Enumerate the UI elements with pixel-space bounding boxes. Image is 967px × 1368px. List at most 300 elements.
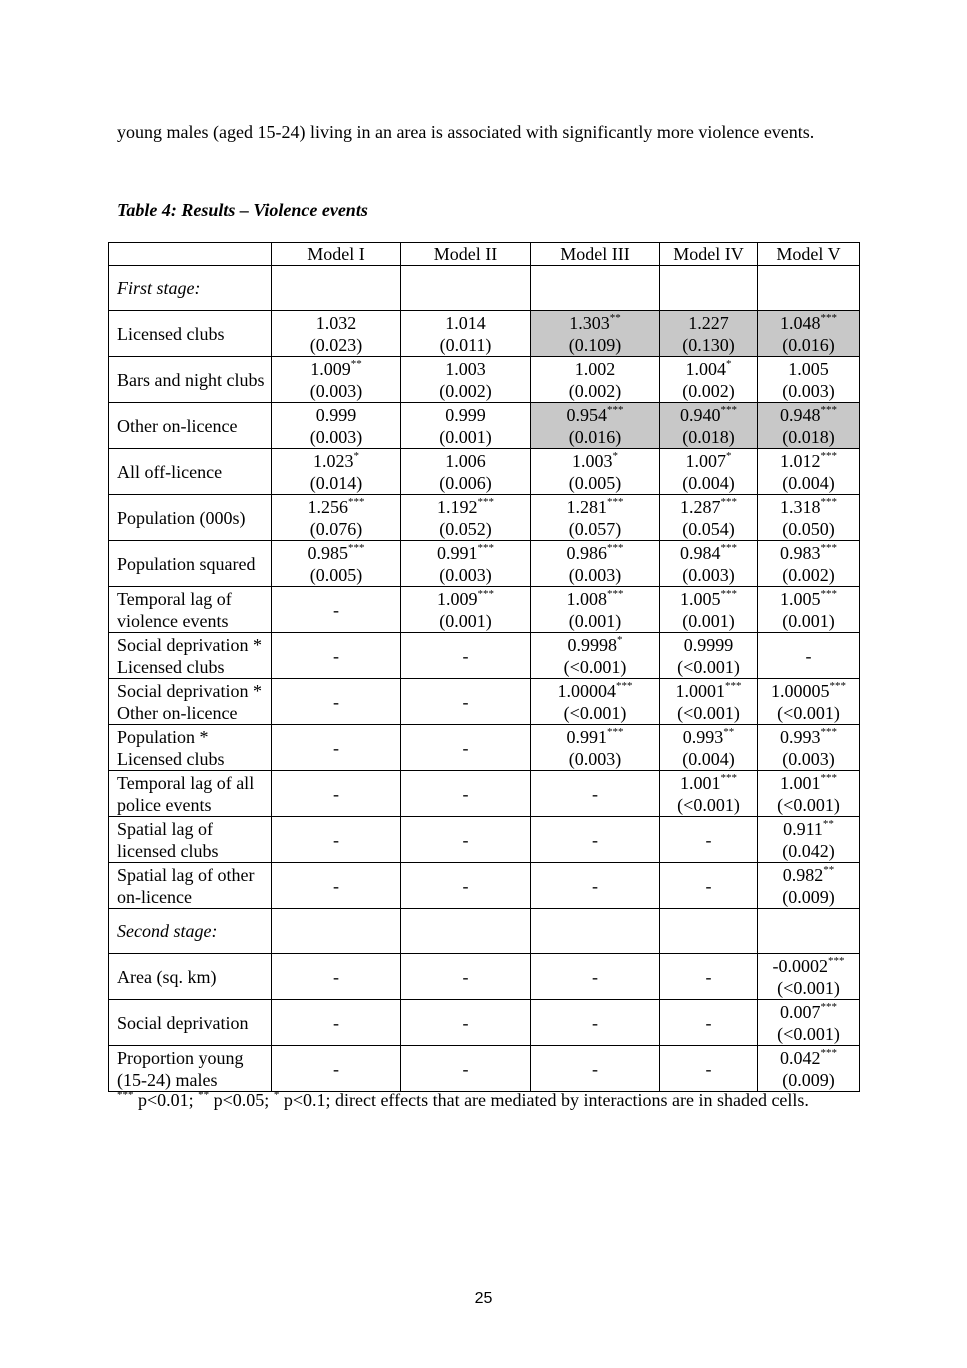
standard-error: (0.009) bbox=[782, 1069, 835, 1090]
coefficient-value: 1.005 bbox=[780, 588, 821, 609]
coefficient bbox=[758, 358, 859, 380]
value-cell bbox=[272, 863, 401, 909]
shaded-value-cell bbox=[660, 311, 758, 357]
table-row bbox=[109, 863, 860, 909]
significance-marker: *** bbox=[477, 587, 494, 600]
coefficient-value: 1.001 bbox=[780, 772, 821, 793]
coefficient bbox=[272, 358, 400, 380]
table-row bbox=[109, 495, 860, 541]
value-cell bbox=[531, 679, 660, 725]
standard-error: (0.109) bbox=[568, 334, 622, 355]
coefficient bbox=[660, 680, 757, 702]
standard-error: (0.003) bbox=[682, 564, 735, 585]
coefficient-value: 0.982 bbox=[782, 864, 824, 885]
coefficient bbox=[401, 496, 530, 518]
empty-cell bbox=[660, 909, 758, 954]
significance-marker: ** bbox=[823, 863, 835, 876]
table-row bbox=[109, 449, 860, 495]
coefficient-value: 1.014 bbox=[445, 312, 486, 333]
standard-error: (0.002) bbox=[682, 380, 735, 401]
standard-error: (<0.001) bbox=[677, 656, 740, 677]
standard-error: (0.002) bbox=[439, 380, 492, 401]
value-cell bbox=[758, 495, 860, 541]
coefficient-value: 0.042 bbox=[780, 1047, 821, 1068]
value-cell bbox=[272, 403, 401, 449]
coefficient-value: 1.005 bbox=[788, 358, 829, 379]
coefficient-value: 1.192 bbox=[437, 496, 478, 517]
coefficient-value: 0.9999 bbox=[683, 634, 734, 655]
standard-error: (0.050) bbox=[782, 518, 835, 539]
row-label: Area (sq. km) bbox=[109, 954, 272, 1000]
coefficient bbox=[531, 450, 659, 472]
significance-marker: *** bbox=[820, 403, 837, 416]
value-cell bbox=[660, 541, 758, 587]
table-body bbox=[109, 266, 860, 1092]
value-cell bbox=[401, 817, 531, 863]
empty-dash: - bbox=[333, 645, 339, 666]
coefficient-value: 0.954 bbox=[566, 404, 607, 425]
coefficient bbox=[758, 312, 859, 334]
column-header: Model II bbox=[401, 243, 531, 266]
shaded-value-cell bbox=[758, 403, 860, 449]
significance-marker: *** bbox=[607, 403, 624, 416]
value-cell bbox=[758, 1000, 860, 1046]
significance-marker: *** bbox=[828, 954, 845, 967]
value-cell bbox=[401, 679, 531, 725]
coefficient bbox=[758, 542, 859, 564]
coefficient bbox=[758, 726, 859, 748]
coefficient-value: 0.911 bbox=[783, 818, 823, 839]
table-caption: Table 4: Results – Violence events bbox=[117, 200, 368, 220]
coefficient bbox=[758, 1047, 859, 1069]
significance-marker: ** bbox=[198, 1089, 210, 1101]
standard-error: (0.052) bbox=[439, 518, 492, 539]
standard-error: (0.009) bbox=[782, 886, 835, 907]
standard-error: (0.018) bbox=[682, 426, 735, 447]
table-row bbox=[109, 679, 860, 725]
stage-label: First stage: bbox=[109, 266, 272, 311]
row-label: Population squared bbox=[109, 541, 272, 587]
value-cell bbox=[272, 449, 401, 495]
significance-marker: *** bbox=[820, 1000, 837, 1013]
value-cell bbox=[660, 1000, 758, 1046]
coefficient bbox=[660, 312, 757, 334]
empty-cell bbox=[758, 909, 860, 954]
empty-dash: - bbox=[333, 875, 339, 896]
row-label: Social deprivation * Licensed clubs bbox=[109, 633, 272, 679]
coefficient-value: 0.940 bbox=[680, 404, 721, 425]
significance-marker: *** bbox=[820, 541, 837, 554]
shaded-value-cell bbox=[531, 311, 660, 357]
value-cell bbox=[401, 541, 531, 587]
standard-error: (0.005) bbox=[568, 472, 622, 493]
coefficient bbox=[531, 634, 659, 656]
value-cell bbox=[660, 771, 758, 817]
standard-error: (0.005) bbox=[309, 564, 363, 585]
column-header: Model III bbox=[531, 243, 660, 266]
row-label: Temporal lag of violence events bbox=[109, 587, 272, 633]
value-cell bbox=[272, 771, 401, 817]
empty-dash: - bbox=[462, 875, 469, 896]
value-cell bbox=[660, 633, 758, 679]
coefficient-value: 1.303 bbox=[569, 312, 610, 333]
coefficient bbox=[531, 496, 659, 518]
value-cell bbox=[272, 311, 401, 357]
coefficient bbox=[758, 496, 859, 518]
empty-cell bbox=[401, 909, 531, 954]
coefficient-value: 1.012 bbox=[780, 450, 821, 471]
significance-marker: ** bbox=[350, 357, 362, 370]
coefficient-value: 1.227 bbox=[688, 312, 729, 333]
empty-dash: - bbox=[592, 1058, 598, 1079]
coefficient bbox=[660, 450, 757, 472]
coefficient bbox=[660, 496, 757, 518]
coefficient bbox=[660, 404, 757, 426]
coefficient bbox=[272, 496, 400, 518]
significance-marker: *** bbox=[477, 541, 494, 554]
value-cell bbox=[531, 863, 660, 909]
empty-dash: - bbox=[333, 966, 339, 987]
stage-row bbox=[109, 909, 860, 954]
value-cell bbox=[758, 817, 860, 863]
value-cell bbox=[531, 587, 660, 633]
value-cell bbox=[758, 863, 860, 909]
shaded-value-cell bbox=[531, 403, 660, 449]
value-cell bbox=[401, 771, 531, 817]
significance-marker: ** bbox=[723, 725, 735, 738]
coefficient bbox=[272, 450, 400, 472]
page-number: 25 bbox=[474, 1290, 493, 1307]
row-label: Other on-licence bbox=[109, 403, 272, 449]
value-cell bbox=[758, 771, 860, 817]
standard-error: (<0.001) bbox=[563, 702, 627, 723]
significance-marker: *** bbox=[725, 679, 742, 692]
value-cell bbox=[758, 541, 860, 587]
significance-marker: *** bbox=[348, 541, 365, 554]
significance-marker: *** bbox=[820, 725, 837, 738]
value-cell bbox=[660, 954, 758, 1000]
standard-error: (0.011) bbox=[439, 334, 492, 355]
empty-cell bbox=[531, 266, 660, 311]
empty-dash: - bbox=[462, 737, 469, 758]
empty-dash: - bbox=[705, 1012, 712, 1033]
standard-error: (0.001) bbox=[682, 610, 735, 631]
empty-dash: - bbox=[592, 783, 598, 804]
table-row bbox=[109, 725, 860, 771]
standard-error: (<0.001) bbox=[777, 702, 840, 723]
standard-error: (0.014) bbox=[309, 472, 363, 493]
significance-marker: * bbox=[273, 1089, 280, 1101]
standard-error: (0.001) bbox=[568, 610, 622, 631]
coefficient bbox=[401, 312, 530, 334]
row-label: Bars and night clubs bbox=[109, 357, 272, 403]
coefficient-value: 1.003 bbox=[572, 450, 613, 471]
coefficient bbox=[272, 404, 400, 426]
standard-error: (0.004) bbox=[682, 472, 735, 493]
standard-error: (0.076) bbox=[309, 518, 363, 539]
standard-error: (<0.001) bbox=[777, 1023, 840, 1044]
significance-marker: *** bbox=[607, 587, 624, 600]
stage-row bbox=[109, 266, 860, 311]
row-label: Temporal lag of all police events bbox=[109, 771, 272, 817]
coefficient-value: 0.986 bbox=[566, 542, 607, 563]
standard-error: (0.004) bbox=[682, 748, 735, 769]
coefficient bbox=[758, 450, 859, 472]
value-cell bbox=[401, 1000, 531, 1046]
empty-dash: - bbox=[805, 645, 812, 666]
standard-error: (0.001) bbox=[439, 426, 492, 447]
value-cell bbox=[660, 817, 758, 863]
row-label: Population * Licensed clubs bbox=[109, 725, 272, 771]
row-label: Licensed clubs bbox=[109, 311, 272, 357]
empty-dash: - bbox=[592, 829, 598, 850]
empty-dash: - bbox=[592, 966, 598, 987]
table-row bbox=[109, 633, 860, 679]
standard-error: (0.003) bbox=[309, 380, 363, 401]
value-cell bbox=[531, 1000, 660, 1046]
coefficient bbox=[531, 588, 659, 610]
significance-marker: *** bbox=[607, 725, 624, 738]
coefficient-value: 1.009 bbox=[310, 358, 351, 379]
empty-dash: - bbox=[462, 645, 469, 666]
coefficient bbox=[758, 1001, 859, 1023]
significance-marker: *** bbox=[720, 587, 737, 600]
significance-marker: *** bbox=[820, 311, 837, 324]
column-header: Model V bbox=[758, 243, 860, 266]
value-cell bbox=[272, 725, 401, 771]
shaded-value-cell bbox=[660, 403, 758, 449]
coefficient bbox=[758, 680, 859, 702]
standard-error: (0.016) bbox=[568, 426, 622, 447]
coefficient-value: 0.999 bbox=[315, 404, 357, 425]
value-cell bbox=[531, 771, 660, 817]
standard-error: (0.004) bbox=[782, 472, 835, 493]
coefficient-value: 0.991 bbox=[437, 542, 478, 563]
value-cell bbox=[531, 541, 660, 587]
table-row bbox=[109, 587, 860, 633]
coefficient-value: 1.00004 bbox=[557, 680, 616, 701]
coefficient-value: 1.004 bbox=[685, 358, 726, 379]
coefficient-value: 1.0001 bbox=[675, 680, 725, 701]
value-cell bbox=[401, 495, 531, 541]
column-header: Model IV bbox=[660, 243, 758, 266]
standard-error: (<0.001) bbox=[563, 656, 627, 677]
significance-marker: ** bbox=[609, 311, 621, 324]
value-cell bbox=[660, 357, 758, 403]
coefficient-value: 0.9998 bbox=[567, 634, 617, 655]
coefficient bbox=[531, 680, 659, 702]
standard-error: (0.003) bbox=[782, 748, 835, 769]
empty-cell bbox=[660, 266, 758, 311]
significance-marker: * bbox=[353, 449, 359, 462]
significance-marker: *** bbox=[348, 495, 365, 508]
value-cell bbox=[272, 357, 401, 403]
value-cell bbox=[272, 679, 401, 725]
coefficient bbox=[401, 450, 530, 472]
stage-label: Second stage: bbox=[109, 909, 272, 954]
coefficient bbox=[758, 955, 859, 977]
value-cell bbox=[660, 449, 758, 495]
value-cell bbox=[272, 633, 401, 679]
results-table bbox=[108, 242, 860, 1092]
significance-marker: * bbox=[726, 449, 732, 462]
standard-error: (0.018) bbox=[782, 426, 835, 447]
coefficient bbox=[758, 818, 859, 840]
empty-dash: - bbox=[705, 829, 712, 850]
value-cell bbox=[272, 587, 401, 633]
coefficient bbox=[401, 358, 530, 380]
value-cell bbox=[401, 954, 531, 1000]
coefficient-value: 1.023 bbox=[313, 450, 354, 471]
coefficient-value: 0.993 bbox=[780, 726, 821, 747]
row-label: Spatial lag of other on-licence bbox=[109, 863, 272, 909]
header-row bbox=[109, 243, 860, 266]
value-cell bbox=[272, 541, 401, 587]
coefficient-value: 0.991 bbox=[566, 726, 607, 747]
value-cell bbox=[401, 633, 531, 679]
empty-dash: - bbox=[462, 1012, 469, 1033]
column-header: Model I bbox=[272, 243, 401, 266]
significance-marker: *** bbox=[607, 541, 624, 554]
coefficient-value: -0.0002 bbox=[772, 955, 828, 976]
value-cell bbox=[531, 449, 660, 495]
empty-dash: - bbox=[333, 737, 339, 758]
standard-error: (<0.001) bbox=[677, 794, 740, 815]
row-label: Spatial lag of licensed clubs bbox=[109, 817, 272, 863]
value-cell bbox=[758, 357, 860, 403]
value-cell bbox=[758, 449, 860, 495]
coefficient-value: 1.008 bbox=[566, 588, 607, 609]
empty-dash: - bbox=[333, 1012, 339, 1033]
value-cell bbox=[758, 954, 860, 1000]
empty-dash: - bbox=[592, 875, 598, 896]
standard-error: (<0.001) bbox=[777, 794, 840, 815]
value-cell bbox=[531, 954, 660, 1000]
significance-marker: *** bbox=[820, 771, 837, 784]
value-cell bbox=[401, 311, 531, 357]
coefficient-value: 1.281 bbox=[566, 496, 607, 517]
table-footnote bbox=[117, 1083, 850, 1117]
empty-dash: - bbox=[333, 1058, 339, 1079]
value-cell bbox=[531, 357, 660, 403]
table-row bbox=[109, 817, 860, 863]
standard-error: (0.057) bbox=[568, 518, 622, 539]
table-row bbox=[109, 541, 860, 587]
coefficient bbox=[660, 542, 757, 564]
value-cell bbox=[660, 725, 758, 771]
empty-dash: - bbox=[462, 783, 469, 804]
table-row bbox=[109, 771, 860, 817]
table-row bbox=[109, 954, 860, 1000]
value-cell bbox=[531, 633, 660, 679]
value-cell bbox=[531, 817, 660, 863]
coefficient-value: 1.032 bbox=[315, 312, 357, 333]
value-cell bbox=[272, 495, 401, 541]
footnote-text: p<0.1; direct effects that are mediated by interactions are in shaded cells. bbox=[283, 1090, 809, 1110]
shaded-value-cell bbox=[758, 311, 860, 357]
header-empty-cell bbox=[109, 243, 272, 266]
value-cell bbox=[758, 587, 860, 633]
coefficient-value: 0.983 bbox=[780, 542, 821, 563]
significance-marker: *** bbox=[720, 495, 737, 508]
significance-marker: *** bbox=[720, 541, 737, 554]
coefficient bbox=[531, 542, 659, 564]
value-cell bbox=[758, 633, 860, 679]
value-cell bbox=[531, 495, 660, 541]
value-cell bbox=[758, 725, 860, 771]
value-cell bbox=[272, 954, 401, 1000]
empty-dash: - bbox=[333, 783, 339, 804]
significance-marker: * bbox=[617, 633, 623, 646]
row-label: Social deprivation * Other on-licence bbox=[109, 679, 272, 725]
standard-error: (0.054) bbox=[682, 518, 735, 539]
coefficient-value: 1.048 bbox=[780, 312, 821, 333]
standard-error: (0.003) bbox=[568, 748, 622, 769]
significance-marker: *** bbox=[820, 495, 837, 508]
table-row bbox=[109, 357, 860, 403]
value-cell bbox=[401, 357, 531, 403]
coefficient-value: 1.001 bbox=[680, 772, 721, 793]
value-cell bbox=[401, 587, 531, 633]
coefficient-value: 1.005 bbox=[680, 588, 721, 609]
significance-marker: *** bbox=[117, 1089, 134, 1101]
standard-error: (0.130) bbox=[682, 334, 735, 355]
standard-error: (0.003) bbox=[782, 380, 835, 401]
coefficient bbox=[660, 634, 757, 656]
coefficient-value: 1.003 bbox=[445, 358, 486, 379]
table-row bbox=[109, 403, 860, 449]
coefficient-value: 1.009 bbox=[437, 588, 478, 609]
standard-error: (0.001) bbox=[439, 610, 492, 631]
value-cell bbox=[272, 1000, 401, 1046]
coefficient bbox=[758, 588, 859, 610]
empty-cell bbox=[401, 266, 531, 311]
coefficient-value: 1.287 bbox=[680, 496, 721, 517]
standard-error: (0.006) bbox=[439, 472, 492, 493]
empty-dash: - bbox=[462, 691, 469, 712]
significance-marker: *** bbox=[720, 403, 737, 416]
coefficient-value: 1.00005 bbox=[771, 680, 830, 701]
coefficient bbox=[401, 588, 530, 610]
standard-error: (<0.001) bbox=[677, 702, 740, 723]
empty-dash: - bbox=[462, 829, 469, 850]
row-label: Social deprivation bbox=[109, 1000, 272, 1046]
empty-dash: - bbox=[705, 1058, 712, 1079]
coefficient bbox=[401, 542, 530, 564]
standard-error: (0.003) bbox=[439, 564, 492, 585]
footnote-text: p<0.05; bbox=[213, 1090, 274, 1110]
coefficient-value: 0.984 bbox=[680, 542, 721, 563]
coefficient bbox=[758, 772, 859, 794]
coefficient bbox=[272, 312, 400, 334]
empty-dash: - bbox=[592, 1012, 598, 1033]
value-cell bbox=[660, 679, 758, 725]
footnote-text: p<0.01; bbox=[138, 1090, 199, 1110]
coefficient-value: 0.948 bbox=[780, 404, 821, 425]
coefficient-value: 1.007 bbox=[685, 450, 726, 471]
coefficient bbox=[401, 404, 530, 426]
coefficient-value: 1.002 bbox=[574, 358, 616, 379]
coefficient bbox=[531, 358, 659, 380]
coefficient bbox=[660, 726, 757, 748]
coefficient-value: 0.999 bbox=[445, 404, 486, 425]
value-cell bbox=[401, 449, 531, 495]
empty-cell bbox=[758, 266, 860, 311]
value-cell bbox=[272, 817, 401, 863]
standard-error: (0.002) bbox=[782, 564, 835, 585]
coefficient bbox=[758, 864, 859, 886]
standard-error: (<0.001) bbox=[777, 977, 840, 998]
